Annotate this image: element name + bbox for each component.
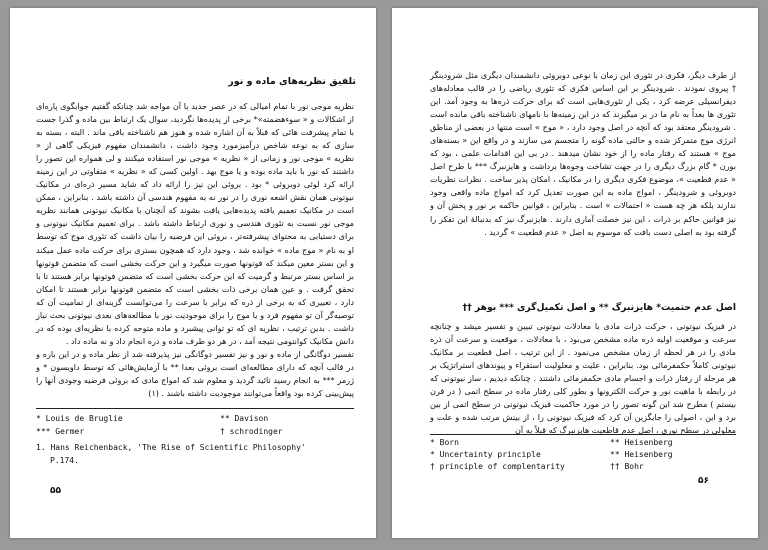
footnote: † schrodinger xyxy=(220,427,283,436)
right-paragraph-1: از طرف دیگر، فکری در تئوری این زمان با نوعی دوبروئی دانشمندان دیگری مثل شرودینگر † پیروی نمودند . شرودینگر بر این اساس فکری که تئوری ریاضی را در قالب معادله‌های دیفرانسیلی عرضه کرد ، یکی از تئوری‌هایی است که برای حرکت ذره‌ها به وجود آمد. این تئوری ها بعداً به نام ما در بر میگیرند که در این زمینه‌ها با نامهای ناشناخته باقی مانده است . شرودینگر معتقد بود که آنچه در اصل وجود دارد ، « موج » است منتها در بعضی از مناطق انرژی موج متمرکز شده و حالتی ماده گونه را متجسم می سازند و در واقع این « بسته‌های موج » هستند که رفتار ماده را از خود نشان میدهند . در بی این اقدامات علمی ، بود که بورن * گام بزرگ دیگری را در جهت تشاخت وجوه‌ها برداشت و هایزنبرگ *** با طرح اصل « عدم قطعیت »، موضوع فکری دیگری را در مکانیک ، امکان پذیر ساخت . نظرات نظریات دوبروئی و شرودینگر ، امواج ماده به این صورت تعدیل کرد که امواج ماده واقعی وجود ندارند بلکه هر چه هست « احتمالات » است . بنابراین ، قوانین حاکمه بر نور و پخش آن و نیز قوانین حاکم بر ذرات ، این نیز خصلت آماری دارند . هایزنبرگ نیز که بدنبالهٔ این تفکر را گرفته بود به اصلی دست یافت که موسوم به اصل « عدم قطعیت » گردید . xyxy=(430,70,736,237)
reference-footnote-page: P.174. xyxy=(50,456,79,465)
footnote: ** Heisenberg xyxy=(610,450,673,459)
reference-footnote: 1. Hans Reichenback, 'The Rise of Scientific Philosophy' xyxy=(36,443,306,452)
left-paragraph-1: نظریه موجی نور با تمام امیالی که در عصر جدید با آن مواجه شد چنانکه گفتیم جوابگوی پاره‌ای از اشکالات و « سوءهضمته»* برخی از پدیده‌ها نگردید، سوال یک ارتباط بین ماده و گذرا جست با تمام پیشرفت هائی که قبلاً به آن اشاره شده و هنوز هم ناشناخته باقی ماند . البته ، بسته به سازی که به نوعه شاخص درآمیزمورد وجود داشت ، دانشمندان مفهوم فیزیکی گاهی از « نظریه » موجی نور و زمانی از « نظریه » موجی نور استفاده میکنند و لی همواره این تصور را داشتند که نور با باید ماده بوده و یا موج بهد . اولین کسی که « نظریه » متفاوتی در این زمینه ارائه کرد لوئی دوبروئی * بود . بروئی این نیز را ارائه داد که شاید مسیر ذره‌ای در مکانیک نیوتونی همان نقش اشعه نوری را در نور نه به مفهوم هندسی آن داشته باشد . بنابراین ، ممکن است در مکانیک تعمیم یافته پدیده‌هایی یافت بشوند که آنچنان با مکانیک نیوتونی همانند نظریه موجی نور نسبت به تئوری هندسی و نوری ارتباط داشته باشد . برای تعمیم مکانیک نیوتونی و برای دستیابی به محتوای پیشرفته‌تر ، بروئی این فرضیه را بیان داشت که تئوری موج که توسط او به نام « موج ماده » خوانده شد ، وجود دارد که همچون بستری برای حرکت ماده عمل میکند و این بستر معین میکند که فوتونها صورت میگیرد و این حرکت بخشی است که متضمن فوتونها بر اساس بستر مرتبط و گرمیت که این حرکت بخشی است که متضمن فوتونها برابر هستند تا با تحقق گرفت . و عین همان برخی ذات بخشی است که متضمن فوتونها برابر هستند تا امکان دارد ، تعبیری که به برخی از ذره که برابر با سرعت را می‌توانست گزینه‌ای از تمامیت آن که توصیه‌گر آن تو مفهوم فرد و یا موج را برای موجودیت نور با مطالعه‌های بعدی نیوتونی بحث نیاز داشت . بدین ترتیب ، نظریه ای که تو توانی پیشبرد و ماده متوجه کرده با نظریه‌ای بوده که در دانش مکانیک کوانتومی نتیجه آمد ، در هر دو طرف ماده و دره انجام داد و نه ماده داد . xyxy=(36,101,354,346)
right-page xyxy=(392,8,758,538)
chapter-title: تلفیق نظریه‌های ماده و نور xyxy=(228,76,356,87)
footnote: ** Davison xyxy=(220,414,269,423)
right-page-body-top xyxy=(430,69,736,239)
page-number: ۵۵ xyxy=(50,486,61,496)
footnote: † principle of complentarity xyxy=(430,462,565,471)
footnote: * Uncertainty principle xyxy=(430,450,541,459)
footnote: †† Bohr xyxy=(610,462,644,471)
footnote: * Louis de Bruglie xyxy=(36,414,123,423)
right-page-body-bottom xyxy=(430,320,736,437)
right-paragraph-2: در فیزیک نیوتونی ، حرکت ذرات مادی با معادلات نیوتونی تبیین و تفسیر میشد و چنانچه سرعت و موقعیت اولیه ذره ماده مشخص می‌بود ، با معادلات ، موقعیت و سرعت آن ذره مادی را در هر لحظه از زمان مشخص می‌نمود . از این ترتیب ، اصل قطعیت بر مکانیک نیوتونی کاملاً حکمفرمائی بود. بنابراین ، علیت و معلولیت استقراء و پیوندهای استراتژیک بر هر مرحله از رفتار ذرات و اجسام مادی حکمفرمائی داشتند . چنانکه دیدیم ، ساز نیوتونی که در رابطه با ماهیت نور و حرکت الکترونها و بطور کلی رفتار ماده در سطح اتمی ( در قرن بیستم ) مطرح شد این گونه تصور را در مورد حاکمیت فیزیک نیوتونی در سطح اتمی از بین برد و این ، اصولی را جایگزین آن کرد که فیزیک نیوتونی را ، از بینش مرتب شده و علت و معلولی در سطح نوری ، اصل عدم قاطعیت هایزنبرگ که قبلاً به آن xyxy=(430,321,736,436)
left-paragraph-2: تفسیر دوگانگی از ماده و نور و نیز تفسیر دوگانگی نیز پذیرفته شد از نظر ماده و در این باره و در قالب آنچه که دارای مطالعه‌ای است بروئی بعدا ** با آزمایش‌هائی که توسط داویسون * و ژرمر *** به انجام رسید تائید گردید و معلوم شد که امواج مادی که بروئی فرضیه وجودی آنها را پیش‌بینی کرده بود واقعاً می‌توانند موجودیت داشته باشند . (۱) xyxy=(36,348,354,399)
left-page xyxy=(10,8,376,538)
section-title: اصل عدم حتمیت* هایزنبرگ ** و اصل تکمیل‌گری *** بوهر †† xyxy=(462,302,736,313)
footnote-divider xyxy=(36,408,354,409)
footnote-divider xyxy=(430,434,736,435)
footnote: * Born xyxy=(430,438,459,447)
footnote: ** Heisenberg xyxy=(610,438,673,447)
footnote: *** Germer xyxy=(36,427,85,436)
page-number: ۵۶ xyxy=(698,476,709,486)
left-page-body xyxy=(36,100,354,400)
